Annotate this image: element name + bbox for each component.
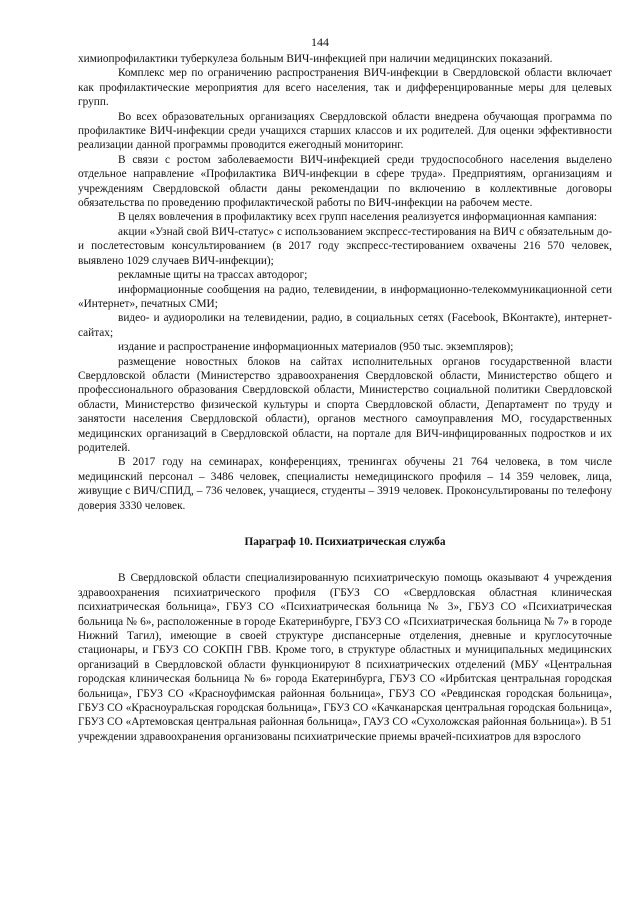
paragraph: В 2017 году на семинарах, конференциях, тренингах обучены 21 764 человека, в том числе медицинский персонал – 3486 человек, специалисты немедицинского профиля – 14 359 человек, лица, живущие с ВИЧ/СПИД, – 736 человек, учащиеся, студенты – 3919 человек. Проконсультированы по телефону доверия 3330 человек. [78,456,612,512]
paragraph: химиопрофилактики туберкулеза больным ВИЧ-инфекцией при наличии медицинских показаний. [78,53,553,65]
document-body [78,52,612,744]
paragraph: Комплекс мер по ограничению распространения ВИЧ-инфекции в Свердловской области включает как профилактические мероприятия для всего населения, так и дифференцированные меры для целевых групп. [78,67,612,109]
list-item: рекламные щиты на трассах автодорог; [118,269,308,282]
list-item: информационные сообщения на радио, телевидении, в информационно-телекоммуникационной сети «Интернет», печатных СМИ; [78,283,612,310]
page-number: 144 [311,35,329,49]
paragraph: В связи с ростом заболеваемости ВИЧ-инфекцией среди трудоспособного населения выделено отдельное направление «Профилактика ВИЧ-инфекции в сфере труда». Предприятиям, организациям и учреждениям Свердловской области даны рекомендации по включению в коллективные договоры обязательства по проведению профилактической работы по ВИЧ-инфекции на рабочем месте. [78,153,612,210]
section-heading: Параграф 10. Психиатрическая служба [244,536,446,548]
list-item: акции «Узнай свой ВИЧ-статус» с использованием экспресс-тестирования на ВИЧ с обязательным до- и послетестовым консультированием (в 2017 году экспресс-тестированием охвачены 216 570 человек, выявлено 1029 случаев ВИЧ-инфекции); [78,225,612,267]
paragraph: В целях вовлечения в профилактику всех групп населения реализуется информационная кампания: [118,211,597,224]
list-item: издание и распространение информационных материалов (950 тыс. экземпляров); [118,341,514,354]
list-item: видео- и аудиоролики на телевидении, радио, в социальных сетях (Facebook, ВКонтакте), интернет-сайтах; [78,312,612,339]
paragraph: Во всех образовательных организациях Свердловской области внедрена обучающая программа по профилактике ВИЧ-инфекции среди учащихся старших классов и их родителей. Для оценки эффективности реализации данной программы проводится ежегодный мониторинг. [78,110,612,152]
paragraph: В Свердловской области специализированную психиатрическую помощь оказывают 4 учреждения здравоохранения психиатрического профиля (ГБУЗ СО «Свердловская областная клиническая психиатрическая больница», ГБУЗ СО «Психиатрическая больница № 3», ГБУЗ СО «Психиатрическая больница № 6», расположенные в городе Екатеринбурге, ГБУЗ СО «Психиатрическая больница № 7» в городе Нижний Тагил), имеющие в своей структуре диспансерные отделения, дневные и круглосуточные стационары, и ГБУЗ СО СОКПН ГВВ. Кроме того, в структуре областных и муниципальных медицинских организаций в Свердловской области функционируют 8 психиатрических отделений (МБУ «Центральная городская клиническая больница № 6» города Екатеринбурга, ГБУЗ СО «Ирбитская центральная городская больница», ГБУЗ СО «Красноуфимская районная больница», ГБУЗ СО «Ревдинская городская больница», ГБУЗ СО «Красноуральская городская больница», ГБУЗ СО «Качканарская центральная городская больница», ГБУЗ СО «Артемовская центральная районная больница», ГАУЗ СО «Сухоложская районная больница»). В 51 учреждении здравоохранения организованы психиатрические приемы врачей-психиатров для взрослого [78,572,612,743]
list-item: размещение новостных блоков на сайтах исполнительных органов государственной власти Свердловской области (Министерство здравоохранения Свердловской области, Министерство общего и профессионального образования Свердловской области, Министерство социальной политики Свердловской области, Министерство физической культуры и спорта Свердловской области, Департамент по труду и занятости населения Свердловской области), органов местного самоуправления МО, государственных медицинских организаций в Свердловской области, на портале для ВИЧ-инфицированных подростков и их родителей. [78,355,612,454]
